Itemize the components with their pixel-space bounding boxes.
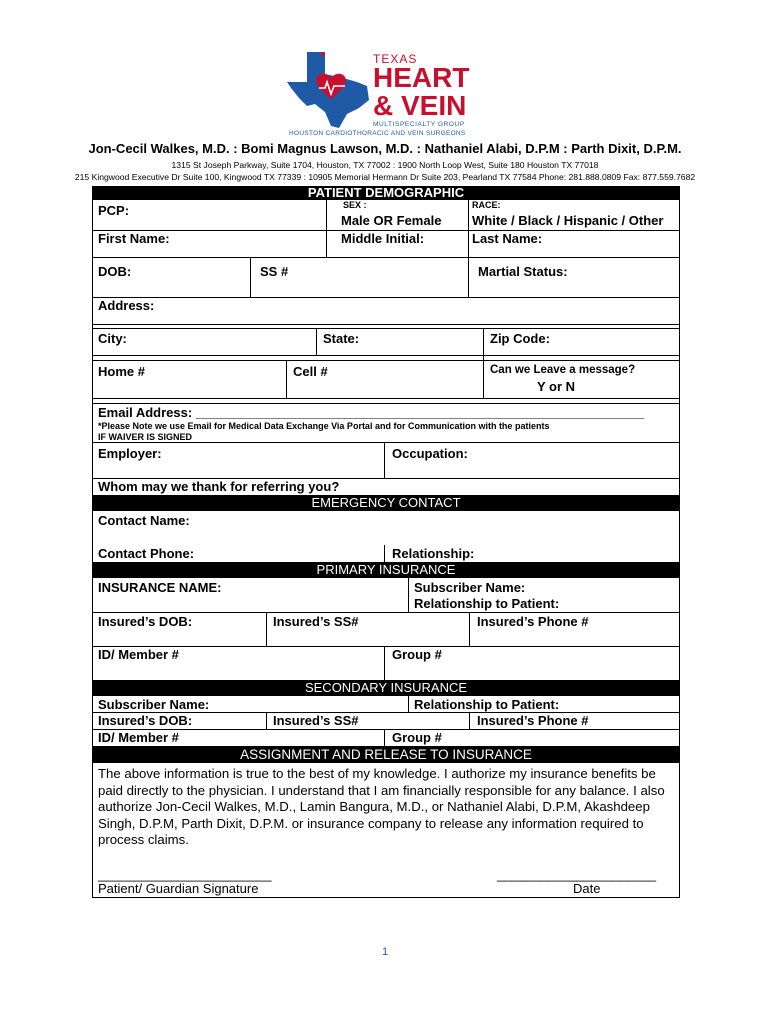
cell-phone-field[interactable]: Cell #: [293, 364, 328, 379]
secondary-insured-phone-field[interactable]: Insured’s Phone #: [477, 713, 589, 728]
pcp-field[interactable]: PCP:: [98, 203, 130, 218]
first-name-field[interactable]: First Name:: [98, 231, 170, 246]
referral-field[interactable]: Whom may we thank for referring you?: [98, 479, 340, 494]
employer-field[interactable]: Employer:: [98, 446, 162, 461]
secondary-insurance-header: SECONDARY INSURANCE: [92, 680, 680, 696]
logo-subtitle: HOUSTON CARDIOTHORACIC AND VEIN SURGEONS: [289, 130, 466, 137]
primary-insured-dob-field[interactable]: Insured’s DOB:: [98, 614, 193, 629]
date-label: Date: [573, 881, 601, 896]
leave-message-question: Can we Leave a message?: [490, 364, 636, 376]
marital-status-field[interactable]: Martial Status:: [478, 264, 568, 279]
address-field[interactable]: Address:: [98, 298, 155, 313]
relationship-field[interactable]: Relationship:: [392, 546, 475, 561]
last-name-field[interactable]: Last Name:: [472, 231, 543, 246]
insurance-name-field[interactable]: INSURANCE NAME:: [98, 580, 222, 595]
texas-map-heart-icon: [285, 48, 375, 130]
contact-phone-field[interactable]: Contact Phone:: [98, 546, 195, 561]
texas-heart-vein-logo: [285, 48, 485, 136]
email-waiver-note: IF WAIVER IS SIGNED: [98, 432, 193, 442]
address-line-1: 1315 St Joseph Parkway, Suite 1704, Houston, TX 77002 : 1900 North Loop West, Suite 180 Houston TX 77018: [171, 160, 599, 170]
occupation-field[interactable]: Occupation:: [392, 446, 468, 461]
address-line-2: 215 Kingwood Executive Dr Suite 100, Kingwood TX 77339 : 10905 Memorial Hermann Dr Suite 203, Pearland TX 77584 Phone: 281.888.0809 Fax: 877.559.7682: [74, 172, 696, 182]
page-number: 1: [381, 946, 389, 958]
race-options[interactable]: White / Black / Hispanic / Other: [472, 213, 664, 228]
leave-message-yes-no[interactable]: Y or N: [537, 379, 576, 394]
primary-member-id-field[interactable]: ID/ Member #: [98, 647, 179, 662]
secondary-member-id-field[interactable]: ID/ Member #: [98, 730, 179, 745]
secondary-relationship-field[interactable]: Relationship to Patient:: [414, 697, 560, 712]
race-label: RACE:: [472, 200, 501, 210]
zip-code-field[interactable]: Zip Code:: [490, 331, 550, 346]
secondary-insured-ss-field[interactable]: Insured’s SS#: [273, 713, 359, 728]
secondary-group-field[interactable]: Group #: [392, 730, 442, 745]
sex-label: SEX :: [343, 200, 367, 210]
contact-name-field[interactable]: Contact Name:: [98, 513, 190, 528]
logo-multispecialty-text: MULTISPECIALTY GROUP: [373, 121, 465, 128]
doctors-line: Jon-Cecil Walkes, M.D. : Bomi Magnus Lawson, M.D. : Nathaniel Alabi, D.P.M : Parth Dixit, D.P.M.: [88, 141, 682, 156]
logo-vein-text: & VEIN: [373, 90, 467, 121]
email-address-field[interactable]: Email Address: ______________________________________________________________: [98, 405, 645, 420]
emergency-contact-header: EMERGENCY CONTACT: [92, 495, 680, 511]
primary-insured-ss-field[interactable]: Insured’s SS#: [273, 614, 359, 629]
date-line[interactable]: ______________________: [497, 867, 657, 882]
assignment-release-header: ASSIGNMENT AND RELEASE TO INSURANCE: [92, 746, 680, 763]
secondary-subscriber-name-field[interactable]: Subscriber Name:: [98, 697, 210, 712]
primary-relationship-field[interactable]: Relationship to Patient:: [414, 596, 560, 611]
assignment-text: The above information is true to the best of my knowledge. I authorize my insurance benefits be paid directly to the physician. I understand that I am financially responsible for any balance. I also authorize Jon-Cecil Walkes, M.D., Lamin Bangura, M.D., or Nathaniel Alabi, D.P.M, Akashdeep Singh, D.P.M, Parth Dixit, D.P.M. or insurance company to release any information required to process claims.: [98, 766, 665, 848]
state-field[interactable]: State:: [323, 331, 360, 346]
primary-insured-phone-field[interactable]: Insured’s Phone #: [477, 614, 589, 629]
primary-group-field[interactable]: Group #: [392, 647, 442, 662]
dob-field[interactable]: DOB:: [98, 264, 132, 279]
signature-label: Patient/ Guardian Signature: [98, 881, 259, 896]
email-note: *Please Note we use Email for Medical Data Exchange Via Portal and for Communication with the patients: [98, 421, 550, 431]
middle-initial-field[interactable]: Middle Initial:: [341, 231, 425, 246]
sex-options[interactable]: Male OR Female: [341, 213, 442, 228]
logo-texas-text: TEXAS: [373, 52, 418, 66]
signature-line[interactable]: ________________________: [98, 867, 272, 882]
ssn-field[interactable]: SS #: [260, 264, 289, 279]
secondary-insured-dob-field[interactable]: Insured’s DOB:: [98, 713, 193, 728]
home-phone-field[interactable]: Home #: [98, 364, 145, 379]
primary-insurance-header: PRIMARY INSURANCE: [92, 562, 680, 578]
primary-subscriber-name-field[interactable]: Subscriber Name:: [414, 580, 526, 595]
city-field[interactable]: City:: [98, 331, 127, 346]
patient-demographic-header: PATIENT DEMOGRAPHIC: [92, 186, 680, 200]
logo-heart-text: HEART: [373, 62, 470, 93]
